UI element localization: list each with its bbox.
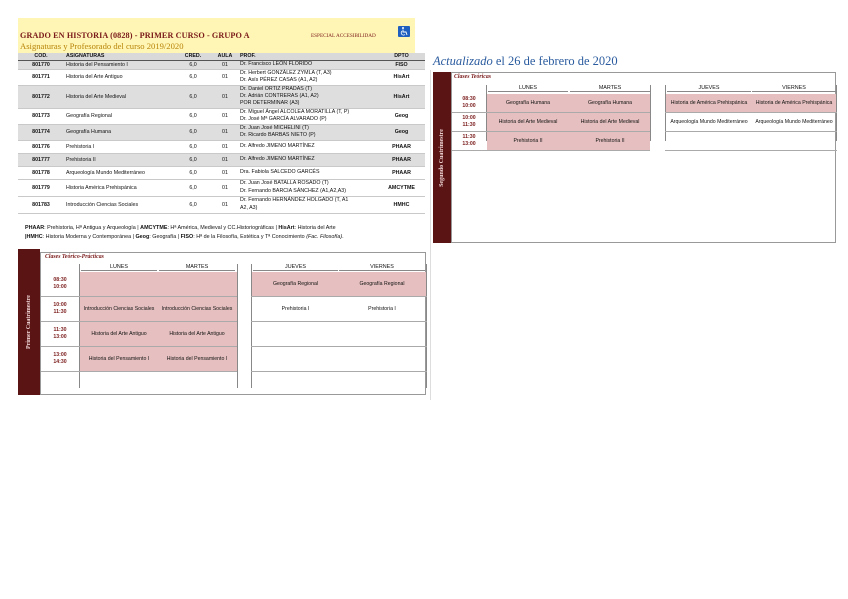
subject-room: 01 xyxy=(212,140,238,153)
subject-code: 801777 xyxy=(18,153,64,166)
subject-code: 801773 xyxy=(18,108,64,124)
updated-notice xyxy=(433,54,618,69)
professor-name: Dr. Fernando HERNÁNDEZ HOLGADO (T, A1 xyxy=(240,197,349,204)
day-header-lunes: LUNES xyxy=(488,85,568,92)
day-header-martes: MARTES xyxy=(570,85,650,92)
class-cell: Historia del Pensamiento I xyxy=(166,355,228,362)
professor-name: Dr. Francisco LEÓN FLORIDO xyxy=(240,60,313,67)
time-end: 11:30 xyxy=(53,309,67,315)
day-header-jueves: JUEVES xyxy=(667,85,751,92)
class-cell: Historia del Pensamiento I xyxy=(88,355,150,362)
subject-department: Geog xyxy=(378,124,425,140)
time-end: 11:30 xyxy=(462,122,476,128)
time-slot xyxy=(452,134,486,148)
professor-name: Dr. Daniel ORTIZ PRADAS (T) xyxy=(240,85,313,92)
column-separator xyxy=(426,264,427,388)
table-row xyxy=(18,60,425,69)
degree-title: GRADO EN HISTORIA (0828) - PRIMER CURSO - GRUPO A xyxy=(20,31,250,40)
col-header-aula: AULA xyxy=(212,53,238,60)
subject-code: 801771 xyxy=(18,69,64,85)
class-cell: Geografía Regional xyxy=(359,280,405,287)
subject-name: Geografía Regional xyxy=(64,108,174,124)
subject-name: Historia del Pensamiento I xyxy=(64,60,174,69)
row-separator xyxy=(251,321,427,322)
subject-name: Prehistoria I xyxy=(64,140,174,153)
subject-department: PHAAR xyxy=(378,166,425,179)
time-start: 10:00 xyxy=(462,115,476,121)
schedule-title: Clases Teóricas xyxy=(454,74,491,80)
time-start: 11:30 xyxy=(53,327,67,333)
professor-name: Dr. Alfredo JIMENO MARTÍNEZ xyxy=(240,156,315,163)
time-slot xyxy=(452,115,486,129)
class-cell: Prehistoria II xyxy=(595,137,625,144)
row-separator xyxy=(251,346,427,347)
legend-code: FISO xyxy=(180,234,194,240)
legend-code: HisArt xyxy=(278,225,295,231)
subject-code: 801783 xyxy=(18,196,64,213)
row-separator xyxy=(41,371,237,372)
table-row xyxy=(18,108,425,124)
class-cell: Historia de América Prehispánica xyxy=(755,99,833,106)
time-end: 13:00 xyxy=(53,334,67,340)
class-cell: Historia del Arte Antiguo xyxy=(169,330,225,337)
class-cell: Arqueología Mundo Mediterráneo xyxy=(755,118,833,125)
divider xyxy=(430,70,431,400)
subject-professors xyxy=(238,140,378,153)
subject-room: 01 xyxy=(212,124,238,140)
professor-name: A2, A3) xyxy=(240,204,258,211)
subject-credits: 6,0 xyxy=(174,85,212,108)
time-end: 10:00 xyxy=(53,284,67,290)
subject-professors xyxy=(238,153,378,166)
time-start: 11:30 xyxy=(462,134,476,140)
legend-desc: : Hª América, Medieval y CC.Historiográficas | xyxy=(167,225,279,231)
column-separator xyxy=(836,85,837,141)
day-header-jueves: JUEVES xyxy=(253,264,338,271)
subject-department: HMHC xyxy=(378,196,425,213)
class-cell: Geografía Humana xyxy=(505,99,551,106)
table-row xyxy=(18,85,425,108)
subject-credits: 6,0 xyxy=(174,179,212,196)
subject-professors xyxy=(238,85,378,108)
professor-name: Dr. Ricardo BARBAS NIETO (P) xyxy=(240,132,316,139)
subject-code: 801778 xyxy=(18,166,64,179)
second-quarter-schedule xyxy=(451,72,836,243)
subject-name: Geografía Humana xyxy=(64,124,174,140)
subject-credits: 6,0 xyxy=(174,166,212,179)
class-cell: Prehistoria I xyxy=(368,305,396,312)
class-cell: Geografía Humana xyxy=(587,99,633,106)
department-legend xyxy=(25,224,425,242)
table-row xyxy=(18,69,425,85)
schedule-title: Clases Teórico-Prácticas xyxy=(45,254,104,260)
professor-name: Dr. Alfredo JIMENO MARTÍNEZ xyxy=(240,143,315,150)
row-separator xyxy=(665,150,837,151)
subject-name: Prehistoria II xyxy=(64,153,174,166)
time-end: 10:00 xyxy=(462,103,476,109)
table-row xyxy=(18,124,425,140)
subject-name: Arqueología Mundo Mediterráneo xyxy=(64,166,174,179)
column-separator xyxy=(650,85,651,141)
subject-department: Geog xyxy=(378,108,425,124)
subject-code: 801776 xyxy=(18,140,64,153)
legend-code: |HMHC xyxy=(25,234,43,240)
table-row xyxy=(18,153,425,166)
subject-room: 01 xyxy=(212,108,238,124)
professor-name: Dr. Juan José BATALLA ROSADO (T) xyxy=(240,180,329,187)
subject-credits: 6,0 xyxy=(174,124,212,140)
day-header-viernes: VIERNES xyxy=(752,85,836,92)
time-end: 13:00 xyxy=(462,141,476,147)
professor-name: Dr. Fernando BARCIA SÁNCHEZ (A1,A2,A3) xyxy=(240,187,346,194)
subject-name: Historia América Prehispánica xyxy=(64,179,174,196)
class-cell: Historia del Arte Medieval xyxy=(580,118,640,125)
subject-credits: 6,0 xyxy=(174,140,212,153)
time-slot xyxy=(41,302,79,316)
legend-code: PHAAR xyxy=(25,225,45,231)
professor-name: Dr. Miguel Ángel ALCOLEA MORATILLA (T, P) xyxy=(240,108,350,115)
subject-professors xyxy=(238,69,378,85)
class-cell: Introducción Ciencias Sociales xyxy=(83,305,155,312)
subject-department: HisArt xyxy=(378,85,425,108)
document-header xyxy=(18,18,415,54)
legend-desc: : Hª de la Filosofía, Estética y Tª Conocimiento xyxy=(193,234,307,240)
first-quarter-sidebar xyxy=(18,249,40,395)
time-end: 14:30 xyxy=(53,359,67,365)
subject-department: PHAAR xyxy=(378,140,425,153)
second-quarter-label: Segundo Cuatrimestre xyxy=(439,128,445,187)
table-row xyxy=(18,140,425,153)
legend-desc: : Prehistoria, Hª Antigua y Arqueología | xyxy=(44,225,141,231)
second-quarter-sidebar xyxy=(433,72,451,243)
time-slot xyxy=(452,96,486,110)
time-start: 13:00 xyxy=(53,352,67,358)
legend-line-2 xyxy=(25,233,425,242)
class-cell: Prehistoria II xyxy=(513,137,543,144)
subject-room: 01 xyxy=(212,179,238,196)
subject-name: Introducción Ciencias Sociales xyxy=(64,196,174,213)
legend-end: . xyxy=(342,234,344,240)
day-header-martes: MARTES xyxy=(159,264,235,271)
subject-credits: 6,0 xyxy=(174,153,212,166)
table-row xyxy=(18,166,425,179)
subject-professors xyxy=(238,60,378,69)
subject-code: 801774 xyxy=(18,124,64,140)
subject-professors xyxy=(238,196,378,213)
subject-credits: 6,0 xyxy=(174,60,212,69)
row-separator xyxy=(251,371,427,372)
col-header-cred: CRED. xyxy=(174,53,212,60)
professor-name: POR DETERMINAR (A3) xyxy=(240,100,300,107)
subject-department: HisArt xyxy=(378,69,425,85)
table-row xyxy=(18,196,425,213)
degree-subtitle: Asignaturas y Profesorado del curso 2019/2020 xyxy=(20,41,184,51)
subject-room: 01 xyxy=(212,69,238,85)
professor-name: Dr. Juan José MICHELINI (T) xyxy=(240,124,309,131)
class-cell: Historia del Arte Medieval xyxy=(498,118,558,125)
subject-room: 01 xyxy=(212,166,238,179)
time-start: 08:30 xyxy=(53,277,67,283)
subjects-table xyxy=(18,53,425,214)
class-cell: Arqueología Mundo Mediterráneo xyxy=(670,118,748,125)
class-cell: Geografía Regional xyxy=(273,280,318,287)
column-separator xyxy=(237,264,238,388)
subject-code: 801770 xyxy=(18,60,64,69)
subject-professors xyxy=(238,179,378,196)
time-slot xyxy=(41,327,79,341)
subject-name: Historia del Arte Antiguo xyxy=(64,69,174,85)
legend-desc: : Geografía | xyxy=(149,234,181,240)
subject-department: AMCYTME xyxy=(378,179,425,196)
row-separator xyxy=(665,131,837,132)
col-header-cod: COD. xyxy=(18,53,64,60)
day-header-lunes: LUNES xyxy=(81,264,157,271)
col-header-asignaturas: ASIGNATURAS xyxy=(64,53,174,60)
legend-line-1 xyxy=(25,224,425,233)
subject-professors xyxy=(238,166,378,179)
professor-name: Dr. Asís PÉREZ CASAS (A1, A2) xyxy=(240,77,318,83)
subject-code: 801779 xyxy=(18,179,64,196)
subject-name: Historia del Arte Medieval xyxy=(64,85,174,108)
table-row xyxy=(18,179,425,196)
updated-prefix: Actualizado xyxy=(433,54,493,68)
first-quarter-schedule xyxy=(40,252,426,395)
class-cell: Historia de América Prehispánica xyxy=(670,99,748,106)
accessibility-label: ESPECIAL ACCESIBILIDAD xyxy=(311,33,376,39)
legend-code: Geog xyxy=(135,234,150,240)
subject-professors xyxy=(238,124,378,140)
subject-room: 01 xyxy=(212,196,238,213)
legend-desc: : Historia del Arte xyxy=(294,225,336,231)
subject-credits: 6,0 xyxy=(174,196,212,213)
time-start: 08:30 xyxy=(462,96,476,102)
subject-room: 01 xyxy=(212,60,238,69)
row-separator xyxy=(452,150,650,151)
slot-shading xyxy=(80,272,237,296)
subject-department: FISO xyxy=(378,60,425,69)
subject-department: PHAAR xyxy=(378,153,425,166)
class-cell: Introducción Ciencias Sociales xyxy=(161,305,233,312)
subject-room: 01 xyxy=(212,85,238,108)
wheelchair-icon xyxy=(398,26,410,37)
legend-desc: : Historia Moderna y Contemporánea | xyxy=(42,234,136,240)
subject-credits: 6,0 xyxy=(174,69,212,85)
class-cell: Prehistoria I xyxy=(281,305,310,312)
first-quarter-label: Primer Cuatrimestre xyxy=(26,295,32,349)
legend-code: AMCYTME xyxy=(140,225,168,231)
subject-room: 01 xyxy=(212,153,238,166)
updated-date: el 26 de febrero de 2020 xyxy=(492,54,618,68)
day-header-viernes: VIERNES xyxy=(339,264,425,271)
col-header-dpto: DPTO xyxy=(378,53,425,60)
legend-faculty-note: (Fac. Filosofía) xyxy=(306,234,343,240)
professor-name: Dra. Fabiola SALCEDO GARCÉS xyxy=(240,169,320,176)
time-start: 10:00 xyxy=(53,302,67,308)
subject-professors xyxy=(238,108,378,124)
time-slot xyxy=(41,352,79,366)
class-cell: Historia del Arte Antiguo xyxy=(91,330,147,337)
time-slot xyxy=(41,277,79,291)
professor-name: Dr. Herbert GONZÁLEZ ZYMLA (T, A3) xyxy=(240,69,332,76)
subject-credits: 6,0 xyxy=(174,108,212,124)
professor-name: Dr. Adrián CONTRERAS (A1, A2) xyxy=(240,92,319,99)
subject-code: 801772 xyxy=(18,85,64,108)
col-header-prof: PROF. xyxy=(238,53,378,60)
professor-name: Dr. José Mª GARCÍA ALVARADO (P) xyxy=(240,116,327,123)
